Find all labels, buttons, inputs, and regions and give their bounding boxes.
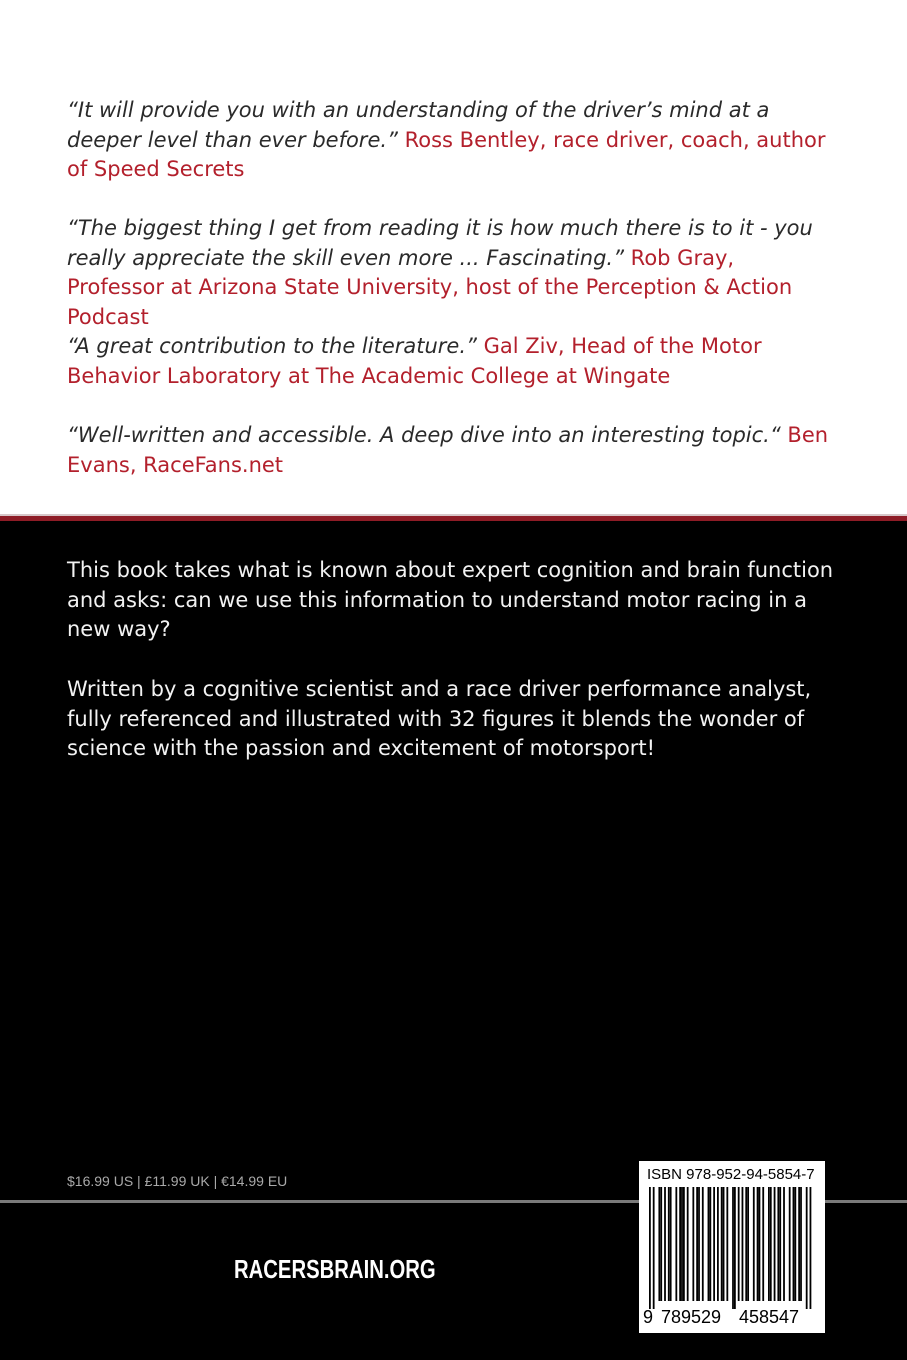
barcode-bar bbox=[698, 1187, 700, 1301]
blurb-paragraph: Written by a cognitive scientist and a race driver performance analyst, fully referenced and illustrated with 32 figures it blends the wonder of science with the passion and excitement of motorsport! bbox=[67, 677, 812, 760]
quote-text: “A great contribution to the literature.” bbox=[67, 334, 477, 358]
barcode-bar bbox=[713, 1187, 715, 1301]
barcode-bar bbox=[762, 1187, 764, 1301]
barcode-right-group: 458547 bbox=[739, 1307, 800, 1327]
barcode-bar bbox=[738, 1187, 740, 1301]
barcode-bar bbox=[679, 1187, 681, 1301]
isbn-barcode bbox=[639, 1161, 825, 1333]
barcode-bar bbox=[723, 1187, 725, 1301]
barcode-bar bbox=[668, 1187, 670, 1301]
isbn-label: ISBN 978-952-94-5854-7 bbox=[647, 1166, 815, 1183]
barcode-bar bbox=[649, 1187, 651, 1309]
barcode-bar bbox=[768, 1187, 770, 1301]
barcode-bar bbox=[806, 1187, 808, 1309]
quote-text: “The biggest thing I get from reading it is how much there is to it - you really appreciate the skill even more ... Fascinating.” bbox=[67, 216, 813, 270]
barcode-bar bbox=[810, 1187, 812, 1309]
quote-attribution: Gal Ziv, Head of the Motor Behavior Laboratory at The Academic College at Wingate bbox=[67, 334, 762, 388]
barcode-bar bbox=[709, 1187, 711, 1301]
barcode-bar bbox=[702, 1187, 704, 1301]
barcode-bar bbox=[800, 1187, 802, 1301]
barcode-bar bbox=[793, 1187, 795, 1301]
praise-quote bbox=[67, 332, 837, 391]
barcode-bar bbox=[675, 1187, 677, 1301]
barcode-bar bbox=[683, 1187, 685, 1301]
barcode-bar bbox=[734, 1187, 736, 1309]
barcode-bar bbox=[779, 1187, 781, 1301]
blurb-paragraph: This book takes what is known about expert cognition and brain function and asks: can we use this information to understand motor racing in a new way? bbox=[67, 558, 834, 641]
praise-quote bbox=[67, 96, 837, 185]
praise-quote bbox=[67, 214, 837, 332]
praise-quote bbox=[67, 421, 837, 480]
barcode-bar bbox=[798, 1187, 800, 1301]
barcode-bar bbox=[687, 1187, 689, 1301]
barcode-bar bbox=[745, 1187, 747, 1301]
praise-section bbox=[0, 0, 907, 516]
barcode-bar bbox=[759, 1187, 761, 1301]
barcode-bar bbox=[670, 1187, 672, 1301]
barcode-bar bbox=[726, 1187, 728, 1301]
barcode-bar bbox=[770, 1187, 772, 1301]
barcode-bar bbox=[789, 1187, 791, 1301]
barcode-bar bbox=[774, 1187, 776, 1301]
barcode-bar bbox=[692, 1187, 694, 1301]
barcode-bar bbox=[783, 1187, 785, 1301]
barcode-first-digit: 9 bbox=[643, 1307, 654, 1327]
barcode-bar bbox=[794, 1187, 796, 1301]
barcode-bar bbox=[777, 1187, 779, 1301]
barcode-bars bbox=[647, 1187, 817, 1309]
barcode-bar bbox=[658, 1187, 660, 1301]
barcode-bar bbox=[696, 1187, 698, 1301]
quote-text: “Well-written and accessible. A deep dive into an interesting topic.“ bbox=[67, 423, 781, 447]
barcode-bar bbox=[664, 1187, 666, 1301]
barcode-bar bbox=[708, 1187, 710, 1301]
barcode-bar bbox=[660, 1187, 662, 1301]
quote-attribution: Ross Bentley, race driver, coach, author of Speed Secrets bbox=[67, 127, 826, 181]
barcode-bar bbox=[681, 1187, 683, 1301]
barcode-bar bbox=[747, 1187, 749, 1301]
blurb-section bbox=[0, 521, 907, 1360]
price-line: $16.99 US | £11.99 UK | €14.99 EU bbox=[67, 1173, 288, 1189]
website-logo: RACERSBRAIN.ORG bbox=[234, 1254, 436, 1284]
barcode-bar bbox=[721, 1187, 723, 1301]
quote-text: “It will provide you with an understanding of the driver’s mind at a deeper level than ever before.” bbox=[67, 98, 770, 152]
barcode-left-group: 789529 bbox=[661, 1307, 722, 1327]
barcode-bar bbox=[653, 1187, 655, 1309]
barcode-bar bbox=[717, 1187, 719, 1301]
barcode-bar bbox=[753, 1187, 755, 1301]
barcode-bar bbox=[732, 1187, 734, 1309]
quote-attribution: Rob Gray, Professor at Arizona State University, host of the Perception & Action Podcast bbox=[67, 245, 793, 329]
quote-attribution: Ben Evans, RaceFans.net bbox=[67, 423, 829, 477]
barcode-bar bbox=[757, 1187, 759, 1301]
barcode-bar bbox=[742, 1187, 744, 1301]
